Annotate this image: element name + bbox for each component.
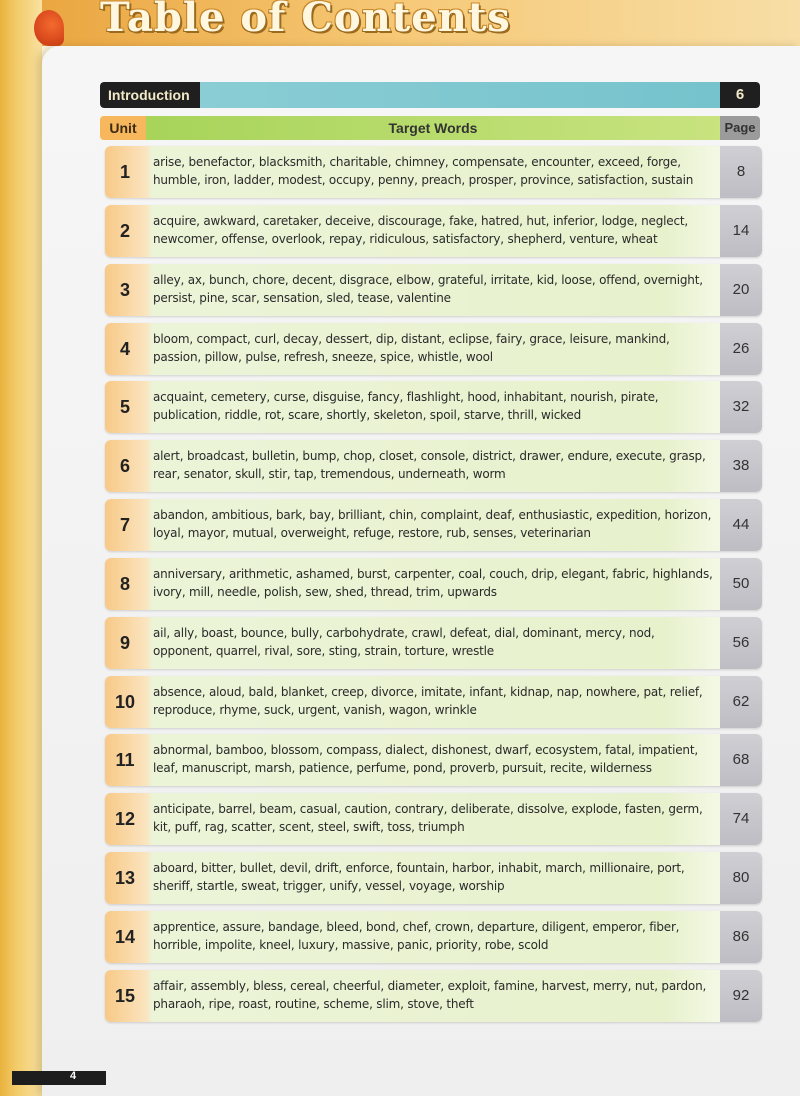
page-number: 20 xyxy=(720,264,762,316)
target-words: alert, broadcast, bulletin, bump, chop, closet, console, district, drawer, endure, execute, grasp, rear, senator, skull, stir, tap, tremendous, underneath, worm xyxy=(153,449,706,482)
unit-number: 4 xyxy=(119,338,130,359)
page-number: 14 xyxy=(720,205,762,257)
page-number: 74 xyxy=(720,793,762,845)
page-number: 44 xyxy=(720,499,762,551)
target-words: aboard, bitter, bullet, devil, drift, enforce, fountain, harbor, inhabit, march, millionaire, port, sheriff, startle, sweat, trigger, unify, vessel, voyage, worship xyxy=(153,861,685,894)
page-number: 32 xyxy=(720,381,762,433)
target-words: anniversary, arithmetic, ashamed, burst, carpenter, coal, couch, drip, elegant, fabric, highlands, ivory, mill, needle, polish, sew, shed, thread, trim, upwards xyxy=(153,566,713,599)
unit-number: 9 xyxy=(119,632,130,653)
footer-bar xyxy=(12,1071,106,1085)
target-words: affair, assembly, bless, cereal, cheerful, diameter, exploit, famine, harvest, merry, nut, pardon, pharaoh, ripe, roast, routine, scheme, slim, stove, theft xyxy=(153,978,707,1011)
target-words: alley, ax, bunch, chore, decent, disgrace, elbow, grateful, irritate, kid, loose, offend, overnight, persist, pine, scar, sensation, sled, tease, valentine xyxy=(153,272,703,305)
target-words: abnormal, bamboo, blossom, compass, dialect, dishonest, dwarf, ecosystem, fatal, impatient, leaf, manuscript, marsh, patience, perfume, pond, proverb, pursuit, recite, wilderness xyxy=(153,743,698,776)
table-row xyxy=(105,617,762,669)
page-title: Table of Contents xyxy=(100,0,511,41)
unit-number: 11 xyxy=(115,750,135,771)
unit-number: 15 xyxy=(114,985,136,1006)
page-curl-decoration xyxy=(34,10,64,46)
table-row xyxy=(105,852,762,904)
introduction-label: Introduction xyxy=(100,82,200,108)
unit-number: 6 xyxy=(119,456,130,477)
page-number: 92 xyxy=(720,970,762,1022)
unit-number: 12 xyxy=(114,809,136,830)
target-words: absence, aloud, bald, blanket, creep, divorce, imitate, infant, kidnap, nap, nowhere, pat, relief, reproduce, rhyme, suck, urgent, vanish, wagon, wrinkle xyxy=(153,684,703,717)
page-number: 8 xyxy=(720,146,762,198)
table-row xyxy=(105,676,762,728)
unit-number: 10 xyxy=(114,691,136,712)
header-page: Page xyxy=(724,120,756,135)
table-row xyxy=(105,970,762,1022)
table-row xyxy=(105,911,762,963)
page-number: 56 xyxy=(720,617,762,669)
target-words: apprentice, assure, bandage, bleed, bond, chef, crown, departure, diligent, emperor, fiber, horrible, impolite, kneel, luxury, massive, panic, priority, robe, scold xyxy=(153,919,680,952)
contents-table xyxy=(105,146,762,1029)
table-row xyxy=(105,558,762,610)
table-row xyxy=(105,323,762,375)
target-words: arise, benefactor, blacksmith, charitable, chimney, compensate, encounter, exceed, forge, humble, iron, ladder, modest, occupy, penny, preach, prosper, province, satisfaction, sustain xyxy=(153,155,694,187)
introduction-bar xyxy=(100,82,760,108)
table-row xyxy=(105,440,762,492)
table-row xyxy=(105,205,762,257)
target-words: acquaint, cemetery, curse, disguise, fancy, flashlight, hood, inhabitant, nourish, pirate, publication, riddle, rot, scare, shortly, skeleton, spoil, starve, thrill, wicked xyxy=(153,390,659,423)
target-words: acquire, awkward, caretaker, deceive, discourage, fake, hatred, hut, inferior, lodge, neglect, newcomer, offense, overlook, repay, ridiculous, satisfactory, shepherd, venture, wheat xyxy=(153,213,688,246)
page-number: 26 xyxy=(720,323,762,375)
page-number: 38 xyxy=(720,440,762,492)
unit-number: 1 xyxy=(119,162,130,182)
unit-number: 7 xyxy=(119,515,130,536)
target-words: bloom, compact, curl, decay, dessert, dip, distant, eclipse, fairy, grace, leisure, mankind, passion, pillow, pulse, refresh, sneeze, spice, whistle, wool xyxy=(153,331,670,364)
table-row xyxy=(105,146,762,198)
target-words: ail, ally, boast, bounce, bully, carbohydrate, crawl, defeat, dial, dominant, mercy, nod, opponent, quarrel, rival, sore, sting, strain, torture, wrestle xyxy=(153,625,655,658)
table-row xyxy=(105,499,762,551)
unit-number: 2 xyxy=(119,220,130,241)
unit-number: 8 xyxy=(119,573,130,594)
table-row xyxy=(105,381,762,433)
page-number: 68 xyxy=(720,734,762,786)
introduction-page-number: 6 xyxy=(720,82,760,108)
table-row xyxy=(105,264,762,316)
page-number: 50 xyxy=(720,558,762,610)
book-spine xyxy=(0,0,42,1096)
header-target-words: Target Words xyxy=(388,120,478,136)
unit-number: 14 xyxy=(114,926,136,947)
footer-page-number: 4 xyxy=(70,1070,77,1082)
table-row xyxy=(105,734,762,786)
table-row xyxy=(105,793,762,845)
target-words: anticipate, barrel, beam, casual, caution, contrary, deliberate, dissolve, explode, fasten, germ, kit, puff, rag, scatter, scent, steel, swift, toss, triumph xyxy=(153,802,703,835)
target-words: abandon, ambitious, bark, bay, brilliant, chin, complaint, deaf, enthusiastic, expedition, horizon, loyal, mayor, mutual, overweight, refuge, restore, rub, senses, veterinarian xyxy=(153,508,712,541)
page-number: 62 xyxy=(720,676,762,728)
unit-number: 13 xyxy=(114,868,136,889)
header-unit: Unit xyxy=(109,120,137,136)
table-header xyxy=(100,116,760,140)
page-number: 86 xyxy=(720,911,762,963)
unit-number: 5 xyxy=(119,397,130,418)
page-number: 80 xyxy=(720,852,762,904)
unit-number: 3 xyxy=(119,279,130,300)
